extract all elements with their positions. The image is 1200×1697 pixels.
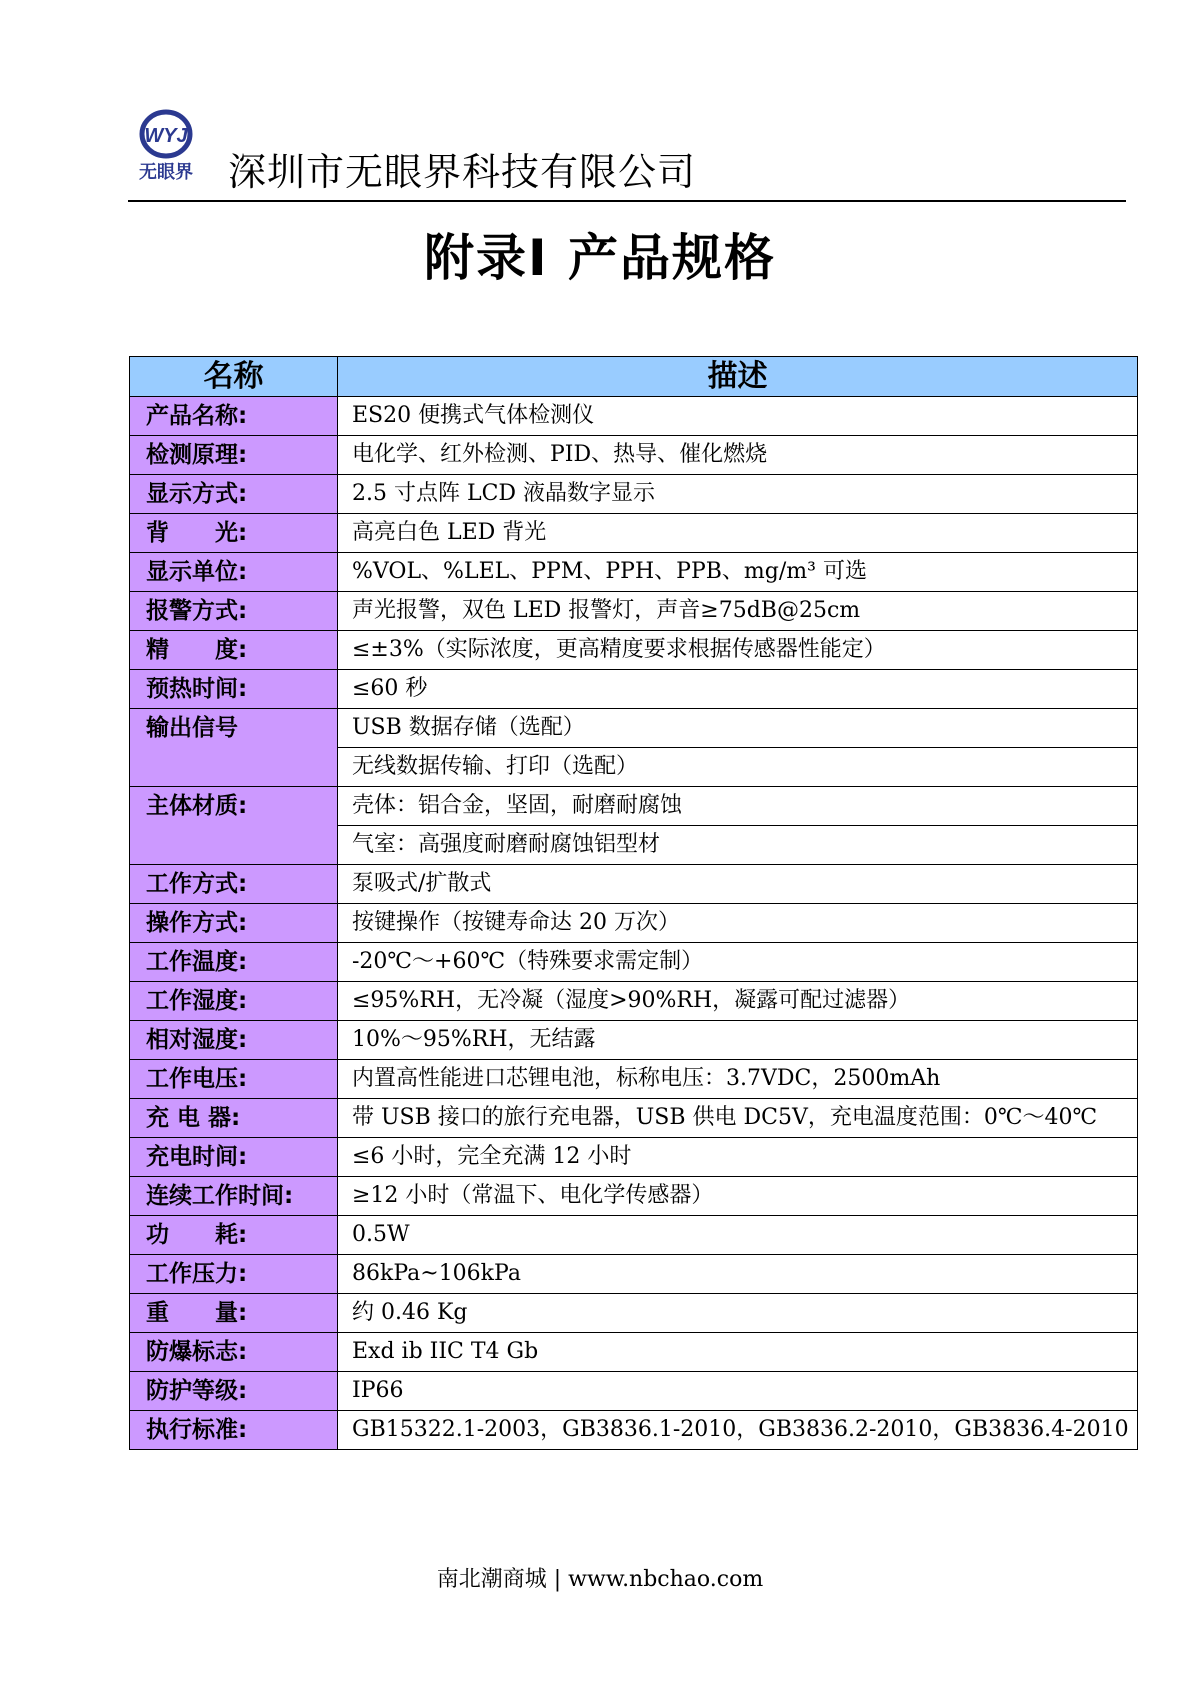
spec-value: -20℃～+60℃（特殊要求需定制）	[338, 943, 1138, 982]
spec-value: GB15322.1-2003，GB3836.1-2010，GB3836.2-2010，GB3836.4-2010	[338, 1411, 1138, 1450]
spec-label: 工作电压:	[130, 1060, 338, 1099]
svg-text:WYJ: WYJ	[144, 125, 188, 147]
spec-label: 连续工作时间:	[130, 1177, 338, 1216]
spec-value: 2.5 寸点阵 LCD 液晶数字显示	[338, 475, 1138, 514]
spec-label: 防爆标志:	[130, 1333, 338, 1372]
footer-source: 南北潮商城 | www.nbchao.com	[436, 1567, 764, 1592]
table-row	[130, 1138, 1138, 1177]
spec-table-header	[130, 357, 1138, 397]
table-row	[130, 1177, 1138, 1216]
table-row	[130, 1333, 1138, 1372]
spec-value: 内置高性能进口芯锂电池，标称电压：3.7VDC，2500mAh	[338, 1060, 1138, 1099]
spec-label: 功 耗:	[130, 1216, 338, 1255]
table-row	[130, 1255, 1138, 1294]
spec-label: 执行标准:	[130, 1411, 338, 1450]
spec-value: 泵吸式/扩散式	[338, 865, 1138, 904]
spec-value: USB 数据存储（选配）	[338, 709, 1138, 748]
spec-label: 主体材质:	[130, 787, 338, 865]
table-row	[130, 865, 1138, 904]
spec-label: 显示单位:	[130, 553, 338, 592]
spec-label: 产品名称:	[130, 397, 338, 436]
spec-value: 10%～95%RH，无结露	[338, 1021, 1138, 1060]
spec-value: 带 USB 接口的旅行充电器，USB 供电 DC5V，充电温度范围：0℃～40℃	[338, 1099, 1138, 1138]
table-row	[130, 904, 1138, 943]
table-row	[130, 1372, 1138, 1411]
spec-label: 操作方式:	[130, 904, 338, 943]
spec-label: 工作湿度:	[130, 982, 338, 1021]
spec-label: 显示方式:	[130, 475, 338, 514]
spec-label: 检测原理:	[130, 436, 338, 475]
table-row	[130, 436, 1138, 475]
svg-text:无眼界: 无眼界	[139, 162, 193, 183]
spec-value: 高亮白色 LED 背光	[338, 514, 1138, 553]
company-logo	[134, 108, 204, 188]
table-row	[130, 553, 1138, 592]
spec-value: ≤±3%（实际浓度，更高精度要求根据传感器性能定）	[338, 631, 1138, 670]
table-row	[130, 1099, 1138, 1138]
spec-label: 防护等级:	[130, 1372, 338, 1411]
spec-label: 充电时间:	[130, 1138, 338, 1177]
spec-value: IP66	[338, 1372, 1138, 1411]
spec-label: 预热时间:	[130, 670, 338, 709]
table-row	[130, 982, 1138, 1021]
spec-value: Exd ib IIC T4 Gb	[338, 1333, 1138, 1372]
table-row	[130, 709, 1138, 748]
spec-value: ES20 便携式气体检测仪	[338, 397, 1138, 436]
table-row	[130, 1411, 1138, 1450]
col-header-name: 名称	[130, 357, 338, 397]
table-row	[130, 475, 1138, 514]
spec-label: 背 光:	[130, 514, 338, 553]
spec-value: 壳体：铝合金，坚固，耐磨耐腐蚀	[338, 787, 1138, 826]
spec-value: 电化学、红外检测、PID、热导、催化燃烧	[338, 436, 1138, 475]
table-row	[130, 592, 1138, 631]
logo-mark	[134, 108, 204, 188]
spec-value: ≥12 小时（常温下、电化学传感器）	[338, 1177, 1138, 1216]
table-row	[130, 631, 1138, 670]
table-row	[130, 1060, 1138, 1099]
spec-value: 0.5W	[338, 1216, 1138, 1255]
table-row	[130, 1021, 1138, 1060]
table-row	[130, 787, 1138, 826]
company-name: 深圳市无眼界科技有限公司	[228, 150, 697, 194]
header-divider	[128, 200, 1126, 202]
spec-table	[129, 356, 1138, 1450]
spec-value: ≤6 小时，完全充满 12 小时	[338, 1138, 1138, 1177]
spec-value: 声光报警，双色 LED 报警灯，声音≥75dB@25cm	[338, 592, 1138, 631]
spec-label: 工作压力:	[130, 1255, 338, 1294]
spec-value: 约 0.46 Kg	[338, 1294, 1138, 1333]
spec-label: 重 量:	[130, 1294, 338, 1333]
table-row	[130, 943, 1138, 982]
spec-value: ≤60 秒	[338, 670, 1138, 709]
spec-value: ≤95%RH，无冷凝（湿度>90%RH，凝露可配过滤器）	[338, 982, 1138, 1021]
spec-value: 无线数据传输、打印（选配）	[338, 748, 1138, 787]
table-row	[130, 397, 1138, 436]
spec-value: %VOL、%LEL、PPM、PPH、PPB、mg/m³ 可选	[338, 553, 1138, 592]
spec-label: 工作温度:	[130, 943, 338, 982]
spec-label: 充 电 器:	[130, 1099, 338, 1138]
spec-value: 86kPa~106kPa	[338, 1255, 1138, 1294]
spec-table-body	[130, 397, 1138, 1450]
spec-value: 气室：高强度耐磨耐腐蚀铝型材	[338, 826, 1138, 865]
table-row	[130, 514, 1138, 553]
spec-label: 输出信号	[130, 709, 338, 787]
page-title: 附录Ⅰ 产品规格	[423, 229, 776, 287]
table-row	[130, 1294, 1138, 1333]
spec-label: 工作方式:	[130, 865, 338, 904]
table-row	[130, 670, 1138, 709]
spec-label: 相对湿度:	[130, 1021, 338, 1060]
table-row	[130, 1216, 1138, 1255]
spec-label: 报警方式:	[130, 592, 338, 631]
col-header-desc: 描述	[338, 357, 1138, 397]
spec-value: 按键操作（按键寿命达 20 万次）	[338, 904, 1138, 943]
spec-label: 精 度:	[130, 631, 338, 670]
